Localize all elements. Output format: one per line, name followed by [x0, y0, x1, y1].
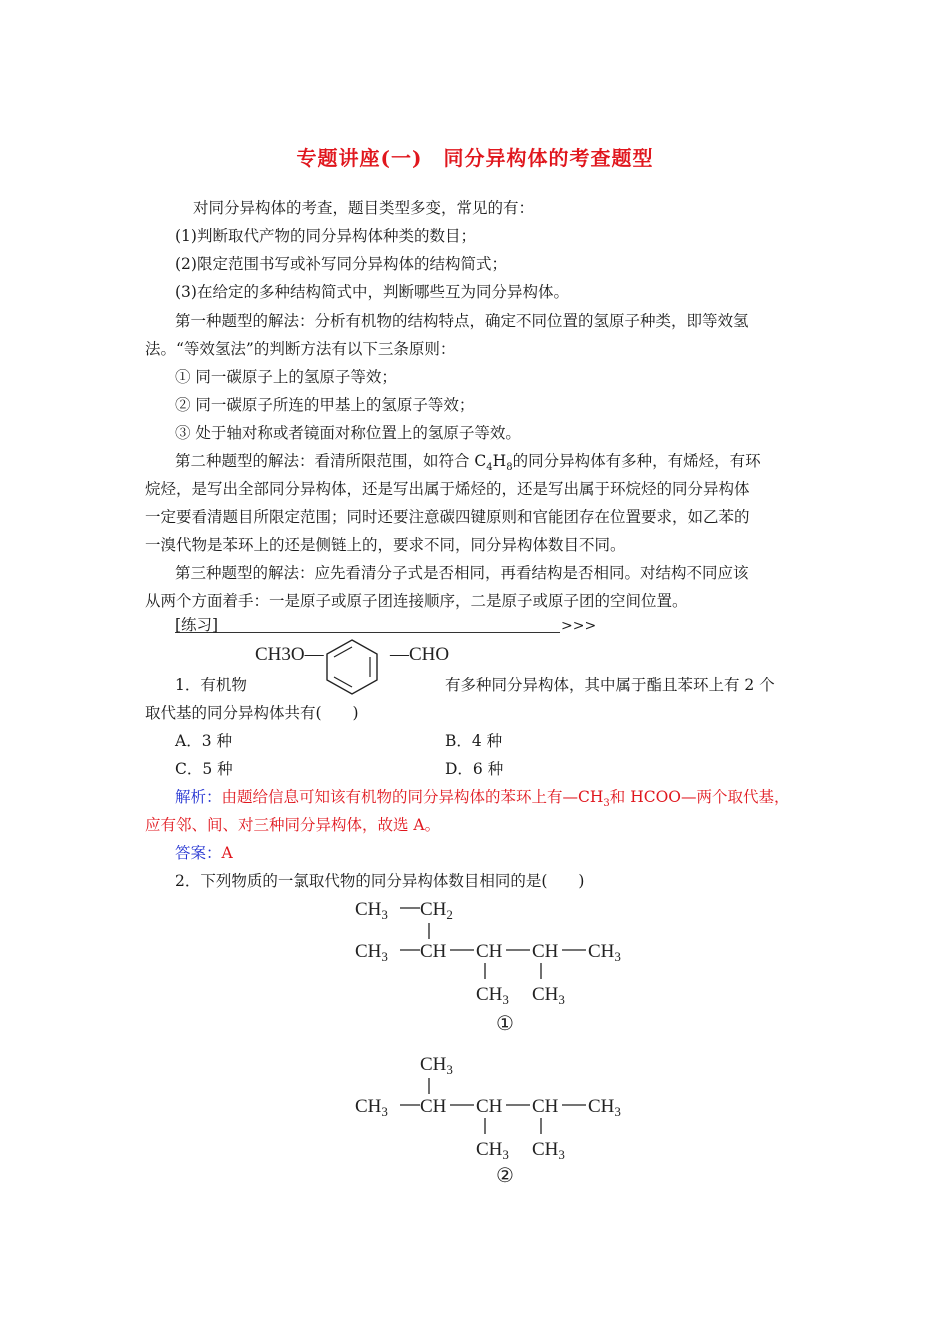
subscript: 8: [506, 462, 513, 474]
svg-text:CH3: $CH_3$: [355, 899, 388, 922]
method-3-line-1: 第三种题型的解法：应先看清分子式是否相同，再看结构是否相同。对结构不同应该: [175, 564, 749, 582]
benzene-ring-icon: [312, 636, 392, 696]
method-2-text: 第二种题型的解法：看清所限范围，如符合 C: [175, 452, 487, 470]
svg-text:CH: CH: [476, 941, 503, 962]
analysis-text: 和 HCOO—两个取代基，: [609, 788, 790, 806]
svg-text:CH: CH: [420, 1096, 447, 1117]
svg-text:CH3: $CH_3$: [588, 1096, 621, 1119]
q1-stem: 有多种同分异构体，其中属于酯且苯环上有 2 个: [445, 676, 775, 694]
method-2-text: H: [492, 452, 507, 470]
method-3-line-2: 从两个方面着手：一是原子或原子团连接顺序，二是原子或原子团的空间位置。: [145, 592, 688, 610]
answer-label: 答案：: [175, 844, 222, 862]
q1-option-b: B．4 种: [445, 732, 503, 750]
method-1-line-2: 法。“等效氢法”的判断方法有以下三条原则：: [145, 340, 456, 358]
answer-value: A: [221, 844, 233, 862]
practice-divider: [175, 614, 560, 633]
q1-analysis: [175, 787, 790, 814]
svg-text:CH3: $CH_3$: [588, 941, 621, 964]
svg-text:CH3: $CH_3$: [476, 1139, 509, 1162]
page-title: 专题讲座(一) 同分异构体的考查题型: [296, 146, 654, 170]
q1-left-group: CH3O—: [255, 644, 324, 665]
structure-2-diagram: [350, 1050, 650, 1170]
svg-text:CH2: $CH_2$: [420, 899, 453, 922]
subscript: 4: [486, 462, 493, 474]
practice-arrows: >>>: [561, 618, 597, 634]
svg-text:CH3: $CH_3$: [355, 941, 388, 964]
rule-2: ② 同一碳原子所连的甲基上的氢原子等效；: [175, 396, 475, 414]
q2-stem: 2．下列物质的一氯取代物的同分异构体数目相同的是( ): [175, 872, 585, 890]
q1-right-group: —CHO: [390, 644, 450, 665]
method-2-line-4: 一溴代物是苯环上的还是侧链上的，要求不同，同分异构体数目不同。: [145, 536, 626, 554]
rule-1: ① 同一碳原子上的氢原子等效；: [175, 368, 397, 386]
svg-text:CH3: $CH_3$: [532, 984, 565, 1007]
practice-label: [练习]: [175, 616, 219, 634]
svg-text:CH: CH: [532, 1096, 559, 1117]
svg-text:CH3: $CH_3$: [420, 1054, 453, 1077]
svg-text:CH: CH: [532, 941, 559, 962]
rule-3: ③ 处于轴对称或者镜面对称位置上的氢原子等效。: [175, 424, 521, 442]
structure-2-mark: ②: [496, 1165, 514, 1187]
method-2-line-1: [175, 451, 761, 478]
intro-item-2: (2)限定范围书写或补写同分异构体的结构简式；: [175, 255, 507, 273]
structure-1-mark: ①: [496, 1013, 514, 1035]
svg-text:CH3: $CH_3$: [355, 1096, 388, 1119]
analysis-text: 由题给信息可知该有机物的同分异构体的苯环上有—CH: [221, 788, 604, 806]
svg-text:CH3: $CH_3$: [532, 1139, 565, 1162]
q1-lead: 1．有机物: [175, 676, 247, 694]
q1-option-a: A．3 种: [175, 732, 232, 750]
q1-option-c: C．5 种: [175, 760, 233, 778]
q1-stem-2: 取代基的同分异构体共有( ): [145, 704, 359, 722]
method-2-line-2: 烷烃，是写出全部同分异构体，还是写出属于烯烃的，还是写出属于环烷烃的同分异构体: [145, 480, 750, 498]
analysis-label: 解析：: [175, 788, 222, 806]
svg-text:CH3: $CH_3$: [476, 984, 509, 1007]
q1-answer: [175, 843, 233, 863]
subscript: 3: [603, 798, 610, 810]
intro-line: 对同分异构体的考查，题目类型多变，常见的有：: [193, 199, 535, 217]
intro-item-3: (3)在给定的多种结构简式中，判断哪些互为同分异构体。: [175, 283, 569, 301]
svg-text:CH: CH: [476, 1096, 503, 1117]
intro-item-1: (1)判断取代产物的同分异构体种类的数目；: [175, 227, 476, 245]
method-1-line-1: 第一种题型的解法：分析有机物的结构特点，确定不同位置的氢原子种类，即等效氢: [175, 312, 749, 330]
method-2-text: 的同分异构体有多种，有烯烃，有环: [512, 452, 761, 470]
svg-text:CH: CH: [420, 941, 447, 962]
method-2-line-3: 一定要看清题目所限定范围；同时还要注意碳四键原则和官能团存在位置要求，如乙苯的: [145, 508, 750, 526]
q1-option-d: D．6 种: [445, 760, 504, 778]
q1-analysis-2: 应有邻、间、对三种同分异构体，故选 A。: [145, 816, 441, 834]
